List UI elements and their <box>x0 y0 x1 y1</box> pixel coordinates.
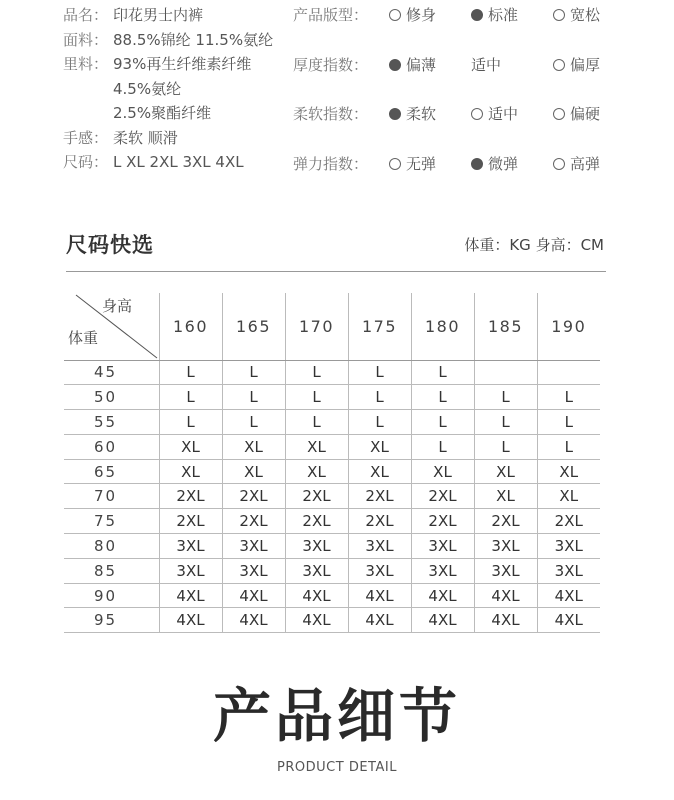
size-cell: 2XL <box>411 509 474 534</box>
size-cell: L <box>411 410 474 435</box>
size-cell <box>537 360 600 385</box>
size-cell: 3XL <box>159 534 222 559</box>
index-option-text: 无弹 <box>406 154 437 173</box>
height-header: 190 <box>537 293 600 360</box>
size-cell: 4XL <box>411 608 474 633</box>
index-option <box>389 3 436 27</box>
spec-row <box>63 28 293 53</box>
height-header: 180 <box>411 293 474 360</box>
size-cell: 4XL <box>537 608 600 633</box>
size-cell: 3XL <box>411 558 474 583</box>
empty-circle-icon <box>471 108 483 120</box>
index-option <box>389 152 436 176</box>
size-cell: 2XL <box>285 509 348 534</box>
size-cell: L <box>348 385 411 410</box>
index-option-text: 高弹 <box>570 154 601 173</box>
index-row <box>293 152 653 202</box>
index-label: 柔软指数： <box>293 105 369 123</box>
index-label: 弹力指数： <box>293 154 369 173</box>
size-cell: 3XL <box>474 534 537 559</box>
weight-cell: 80 <box>64 534 159 559</box>
size-cell: L <box>411 385 474 410</box>
size-cell: 3XL <box>537 558 600 583</box>
index-option-text: 适中 <box>488 105 519 123</box>
spec-row <box>63 101 293 126</box>
size-cell: L <box>474 385 537 410</box>
size-cell: 3XL <box>222 534 285 559</box>
size-cell: 2XL <box>411 484 474 509</box>
size-table-header-row <box>64 293 600 360</box>
index-option-text: 柔软 <box>406 105 437 123</box>
size-cell: XL <box>348 459 411 484</box>
empty-circle-icon <box>389 9 401 21</box>
filled-circle-icon <box>471 158 483 170</box>
index-option-text: 微弹 <box>488 154 519 173</box>
empty-circle-icon <box>553 108 565 120</box>
corner-height-label: 身高 <box>102 297 133 315</box>
size-cell: 4XL <box>222 608 285 633</box>
weight-cell: 55 <box>64 410 159 435</box>
filled-circle-icon <box>389 108 401 120</box>
index-option <box>389 102 436 126</box>
size-cell: XL <box>285 434 348 459</box>
size-cell: XL <box>159 434 222 459</box>
size-unit-note: 体重：KG 身高：CM <box>464 236 604 254</box>
size-cell: XL <box>474 459 537 484</box>
size-cell: 4XL <box>285 608 348 633</box>
size-cell: 3XL <box>474 558 537 583</box>
size-cell: L <box>159 385 222 410</box>
table-row <box>64 410 600 435</box>
index-label: 产品版型： <box>293 6 369 24</box>
corner-weight-label: 体重 <box>68 329 99 347</box>
size-cell: 4XL <box>348 608 411 633</box>
size-section-header <box>66 226 606 272</box>
size-cell: XL <box>285 459 348 484</box>
spec-label: 手感： <box>63 128 109 147</box>
size-cell: L <box>222 410 285 435</box>
size-cell: L <box>285 385 348 410</box>
size-cell: 4XL <box>159 583 222 608</box>
table-row <box>64 583 600 608</box>
size-cell: L <box>285 410 348 435</box>
spec-row <box>63 77 293 102</box>
filled-circle-icon <box>389 59 401 71</box>
height-header: 175 <box>348 293 411 360</box>
table-row <box>64 558 600 583</box>
size-cell: 2XL <box>348 484 411 509</box>
spec-label: 面料： <box>63 30 109 49</box>
size-cell: 4XL <box>537 583 600 608</box>
size-cell: L <box>411 434 474 459</box>
weight-cell: 45 <box>64 360 159 385</box>
spec-value: 印花男士内裤 <box>113 6 204 24</box>
table-row <box>64 360 600 385</box>
size-cell: L <box>285 360 348 385</box>
index-label: 厚度指数： <box>293 55 369 74</box>
spec-value: 4.5%氨纶 <box>113 79 182 98</box>
size-cell: L <box>159 360 222 385</box>
size-cell: L <box>411 360 474 385</box>
spec-label: 尺码： <box>63 153 109 171</box>
height-header: 170 <box>285 293 348 360</box>
size-cell: L <box>537 434 600 459</box>
index-option-text: 适中 <box>471 55 502 74</box>
size-cell: L <box>348 360 411 385</box>
table-row <box>64 534 600 559</box>
size-cell: L <box>159 410 222 435</box>
weight-cell: 85 <box>64 558 159 583</box>
table-row <box>64 484 600 509</box>
size-cell: 3XL <box>348 534 411 559</box>
index-option <box>553 152 600 176</box>
spec-label: 里料： <box>63 55 109 73</box>
size-cell: L <box>348 410 411 435</box>
table-row <box>64 434 600 459</box>
size-cell: 3XL <box>285 534 348 559</box>
index-option-text: 修身 <box>406 6 437 24</box>
index-option-text: 偏薄 <box>406 55 437 74</box>
size-cell: XL <box>222 459 285 484</box>
product-specs <box>0 0 674 190</box>
size-cell: 2XL <box>474 509 537 534</box>
size-cell: L <box>222 385 285 410</box>
index-option-text: 偏厚 <box>570 55 601 74</box>
size-cell: 4XL <box>411 583 474 608</box>
weight-cell: 70 <box>64 484 159 509</box>
size-cell: 2XL <box>222 484 285 509</box>
detail-subtitle: PRODUCT DETAIL <box>277 760 397 775</box>
spec-row <box>63 126 293 151</box>
size-cell: 3XL <box>222 558 285 583</box>
weight-cell: 65 <box>64 459 159 484</box>
spec-row <box>63 3 293 28</box>
spec-value: 柔软 顺滑 <box>113 128 178 147</box>
spec-value: 88.5%锦纶 11.5%氨纶 <box>113 30 274 49</box>
size-cell: XL <box>474 484 537 509</box>
index-option <box>471 102 518 126</box>
size-cell: 2XL <box>159 509 222 534</box>
height-header: 165 <box>222 293 285 360</box>
weight-cell: 95 <box>64 608 159 633</box>
size-cell: XL <box>348 434 411 459</box>
weight-cell: 50 <box>64 385 159 410</box>
spec-row <box>63 150 293 175</box>
size-cell: 3XL <box>285 558 348 583</box>
size-cell: XL <box>411 459 474 484</box>
spec-row <box>63 52 293 77</box>
size-cell: L <box>537 385 600 410</box>
index-row <box>293 3 653 53</box>
size-cell: 4XL <box>159 608 222 633</box>
size-cell: L <box>537 410 600 435</box>
size-cell: XL <box>159 459 222 484</box>
size-cell: 4XL <box>348 583 411 608</box>
detail-title: 产品细节 <box>212 682 461 750</box>
size-section-title: 尺码快选 <box>66 233 154 257</box>
index-row <box>293 102 653 152</box>
empty-circle-icon <box>553 59 565 71</box>
table-corner <box>64 293 159 360</box>
index-option-text: 标准 <box>488 6 519 24</box>
index-option <box>471 3 518 27</box>
empty-circle-icon <box>389 158 401 170</box>
index-option <box>471 53 501 77</box>
spec-label: 品名： <box>63 6 109 24</box>
index-row <box>293 53 653 103</box>
index-option-text: 宽松 <box>570 6 601 24</box>
spec-list <box>63 3 293 175</box>
size-cell: 2XL <box>348 509 411 534</box>
index-list <box>293 3 653 201</box>
spec-value: 2.5%聚酯纤维 <box>113 104 212 122</box>
size-cell: L <box>474 410 537 435</box>
size-cell: 4XL <box>474 583 537 608</box>
spec-value: L XL 2XL 3XL 4XL <box>113 153 244 171</box>
table-row <box>64 509 600 534</box>
size-cell: 3XL <box>159 558 222 583</box>
empty-circle-icon <box>553 158 565 170</box>
size-cell: XL <box>222 434 285 459</box>
index-option <box>553 102 600 126</box>
size-cell: 2XL <box>222 509 285 534</box>
size-cell <box>474 360 537 385</box>
size-cell: 3XL <box>537 534 600 559</box>
size-cell: 4XL <box>474 608 537 633</box>
product-detail-heading <box>0 678 674 775</box>
size-cell: 2XL <box>537 509 600 534</box>
size-cell: L <box>222 360 285 385</box>
size-cell: 2XL <box>285 484 348 509</box>
index-option <box>553 3 600 27</box>
spec-value: 93%再生纤维素纤维 <box>113 55 252 73</box>
table-row <box>64 459 600 484</box>
size-cell: 3XL <box>411 534 474 559</box>
size-cell: XL <box>537 484 600 509</box>
weight-cell: 90 <box>64 583 159 608</box>
size-cell: XL <box>537 459 600 484</box>
index-option <box>471 152 518 176</box>
index-option <box>389 53 436 77</box>
index-option <box>553 53 600 77</box>
size-cell: 4XL <box>285 583 348 608</box>
empty-circle-icon <box>553 9 565 21</box>
size-cell: 2XL <box>159 484 222 509</box>
weight-cell: 60 <box>64 434 159 459</box>
size-table <box>64 293 600 633</box>
table-row <box>64 385 600 410</box>
size-cell: L <box>474 434 537 459</box>
size-cell: 4XL <box>222 583 285 608</box>
table-row <box>64 608 600 633</box>
filled-circle-icon <box>471 9 483 21</box>
height-header: 160 <box>159 293 222 360</box>
height-header: 185 <box>474 293 537 360</box>
index-option-text: 偏硬 <box>570 105 601 123</box>
size-cell: 3XL <box>348 558 411 583</box>
weight-cell: 75 <box>64 509 159 534</box>
